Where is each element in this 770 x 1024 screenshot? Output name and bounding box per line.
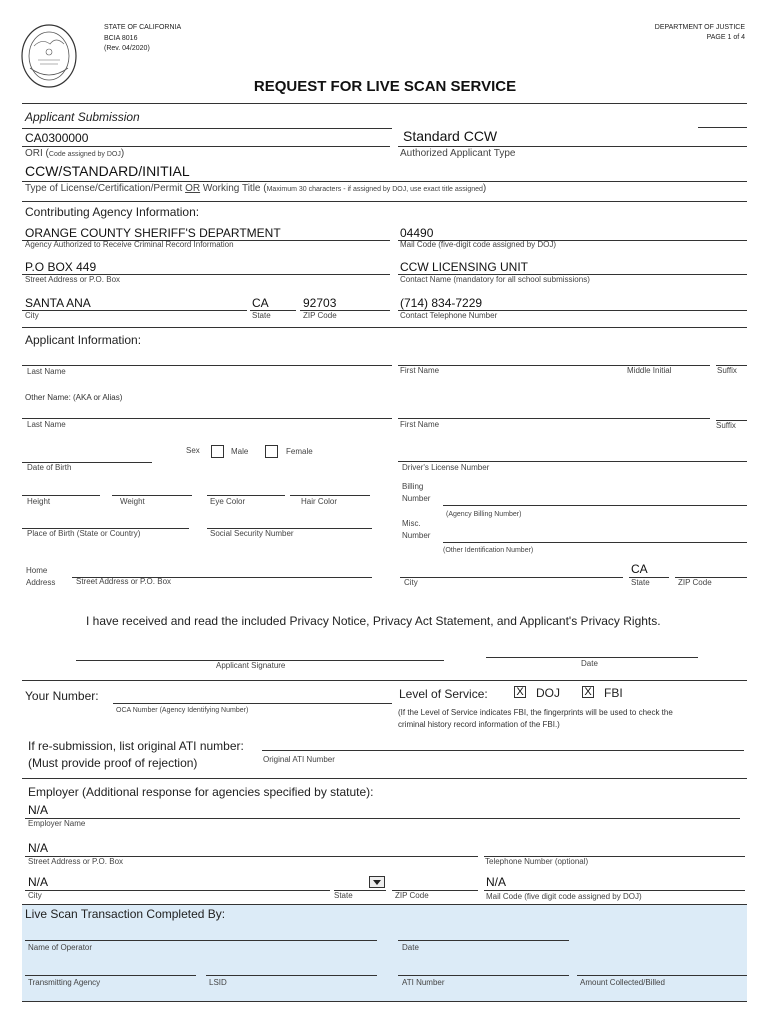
field-line xyxy=(486,657,698,658)
field-line xyxy=(22,495,100,496)
license-type-value[interactable]: CCW/STANDARD/INITIAL xyxy=(25,163,190,179)
employer-mail-code-label: Mail Code (five digit code assigned by DOJ) xyxy=(486,892,642,901)
contact-name-value[interactable]: CCW LICENSING UNIT xyxy=(400,260,529,274)
field-line xyxy=(25,940,377,941)
home-state-label: State xyxy=(631,578,650,587)
section-heading-applicant: Applicant Information: xyxy=(25,333,142,347)
pob-label: Place of Birth (State or Country) xyxy=(27,529,141,538)
field-line xyxy=(398,975,569,976)
city-label: City xyxy=(25,311,39,320)
home-state-value[interactable]: CA xyxy=(631,562,648,576)
field-line xyxy=(484,890,745,891)
field-line xyxy=(400,577,623,578)
field-line xyxy=(577,975,747,976)
fbi-checkbox[interactable]: X xyxy=(582,686,594,698)
lsid-label: LSID xyxy=(209,978,227,987)
first-name-label: First Name xyxy=(400,366,440,375)
field-line xyxy=(112,495,192,496)
contact-name-label: Contact Name (mandatory for all school submissions) xyxy=(400,275,590,284)
section-heading-employer: Employer (Additional response for agencies specified by statute): xyxy=(28,785,374,799)
live-scan-date-label: Date xyxy=(402,943,419,952)
employer-name-label: Employer Name xyxy=(28,819,86,828)
state-label: State xyxy=(252,311,271,320)
applicant-type-value[interactable]: Standard CCW xyxy=(403,128,498,144)
aka-suffix-label: Suffix xyxy=(716,421,736,430)
female-checkbox[interactable] xyxy=(265,445,278,458)
employer-city-value[interactable]: N/A xyxy=(28,875,49,889)
field-line xyxy=(22,310,247,311)
phone-label: Contact Telephone Number xyxy=(400,311,498,320)
home-label-1: Home xyxy=(26,566,48,575)
transmitting-agency-label: Transmitting Agency xyxy=(28,978,101,987)
aka-first-name-label: First Name xyxy=(400,420,440,429)
field-line xyxy=(398,461,747,462)
field-line xyxy=(443,542,747,543)
phone-value[interactable]: (714) 834-7229 xyxy=(400,296,483,310)
city-value[interactable]: SANTA ANA xyxy=(25,296,91,310)
home-label-2: Address xyxy=(26,578,56,587)
street-label: Street Address or P.O. Box xyxy=(25,275,121,284)
field-line xyxy=(25,975,196,976)
state-dropdown[interactable] xyxy=(369,876,385,888)
misc-label-1: Misc. xyxy=(402,519,421,528)
field-line xyxy=(22,418,392,419)
ori-label: ORI (Code assigned by DOJ) xyxy=(25,148,125,159)
section-heading-live-scan: Live Scan Transaction Completed By: xyxy=(25,907,226,921)
original-ati-label: Original ATI Number xyxy=(263,755,335,764)
divider xyxy=(22,1001,747,1002)
amount-label: Amount Collected/Billed xyxy=(580,978,665,987)
employer-phone-label: Telephone Number (optional) xyxy=(485,857,589,866)
section-heading-contributing: Contributing Agency Information: xyxy=(25,205,200,219)
home-street-label: Street Address or P.O. Box xyxy=(76,577,172,586)
field-line xyxy=(25,818,740,819)
mail-code-label: Mail Code (five-digit code assigned by DOJ) xyxy=(400,240,557,249)
doj-label: DOJ xyxy=(536,686,560,700)
employer-zip-label: ZIP Code xyxy=(395,891,429,900)
field-line xyxy=(25,890,330,891)
divider xyxy=(698,127,747,128)
agency-label: Agency Authorized to Receive Criminal Record Information xyxy=(25,240,234,249)
form-number: BCIA 8016 xyxy=(104,35,138,42)
your-number-label: Your Number: xyxy=(25,689,99,703)
form-title: REQUEST FOR LIVE SCAN SERVICE xyxy=(253,78,517,95)
home-zip-label: ZIP Code xyxy=(678,578,712,587)
divider xyxy=(22,778,747,779)
weight-label: Weight xyxy=(120,497,145,506)
oca-sub-label: OCA Number (Agency Identifying Number) xyxy=(116,707,249,714)
field-line xyxy=(22,181,747,182)
billing-sub-label: (Agency Billing Number) xyxy=(446,511,522,518)
employer-mail-code-value[interactable]: N/A xyxy=(486,875,507,889)
male-checkbox[interactable] xyxy=(211,445,224,458)
agency-value[interactable]: ORANGE COUNTY SHERIFF'S DEPARTMENT xyxy=(25,226,281,240)
fbi-note-line-1: (If the Level of Service indicates FBI, the fingerprints will be used to check the xyxy=(398,708,673,717)
drivers-license-label: Driver's License Number xyxy=(402,463,490,472)
field-line xyxy=(207,495,285,496)
divider xyxy=(22,327,747,328)
employer-state-label: State xyxy=(334,891,353,900)
field-line xyxy=(443,505,747,506)
ori-value[interactable]: CA0300000 xyxy=(25,131,89,145)
chevron-down-icon xyxy=(370,877,384,887)
zip-label: ZIP Code xyxy=(303,311,337,320)
hair-color-label: Hair Color xyxy=(301,497,338,506)
misc-sub-label: (Other Identification Number) xyxy=(443,547,534,554)
level-of-service-label: Level of Service: xyxy=(399,687,488,701)
sex-label: Sex xyxy=(186,446,200,455)
field-line xyxy=(113,703,392,704)
revision-date: (Rev. 04/2020) xyxy=(104,45,150,52)
page-number: PAGE 1 of 4 xyxy=(706,34,745,41)
divider xyxy=(22,103,747,104)
field-line xyxy=(398,418,710,419)
home-city-label: City xyxy=(404,578,418,587)
field-line xyxy=(398,146,747,147)
section-heading-submission: Applicant Submission xyxy=(25,110,140,124)
aka-last-name-label: Last Name xyxy=(27,420,66,429)
ati-number-label: ATI Number xyxy=(402,978,445,987)
license-type-label: Type of License/Certification/Permit OR Working Title (Maximum 30 characters - if assigned by DOJ, use exact title assigned) xyxy=(25,183,487,194)
zip-value[interactable]: 92703 xyxy=(303,296,337,310)
billing-label-1: Billing xyxy=(402,482,424,491)
employer-street-value[interactable]: N/A xyxy=(28,841,49,855)
resubmission-label: If re-submission, list original ATI number: xyxy=(28,739,244,753)
other-name-label: Other Name: (AKA or Alias) xyxy=(25,393,123,402)
divider xyxy=(22,680,747,681)
street-value[interactable]: P.O BOX 449 xyxy=(25,260,97,274)
misc-label-2: Number xyxy=(402,531,431,540)
field-line xyxy=(398,940,569,941)
middle-initial-label: Middle Initial xyxy=(627,366,672,375)
fbi-label: FBI xyxy=(604,686,623,700)
billing-label-2: Number xyxy=(402,494,431,503)
signature-label: Applicant Signature xyxy=(216,661,286,670)
suffix-label: Suffix xyxy=(717,366,737,375)
height-label: Height xyxy=(27,497,51,506)
divider xyxy=(22,201,747,202)
resubmission-note: (Must provide proof of rejection) xyxy=(28,756,198,770)
field-line xyxy=(22,146,390,147)
employer-name-value[interactable]: N/A xyxy=(28,803,49,817)
eye-color-label: Eye Color xyxy=(210,497,246,506)
department-label: DEPARTMENT OF JUSTICE xyxy=(654,24,745,31)
dob-label: Date of Birth xyxy=(27,463,72,472)
mail-code-value[interactable]: 04490 xyxy=(400,226,434,240)
field-line xyxy=(206,975,377,976)
field-line xyxy=(262,750,744,751)
last-name-label: Last Name xyxy=(27,367,66,376)
employer-city-label: City xyxy=(28,891,42,900)
doj-checkbox[interactable]: X xyxy=(514,686,526,698)
privacy-statement: I have received and read the included Privacy Notice, Privacy Act Statement, and Applicant's Privacy Rights. xyxy=(86,614,661,628)
employer-street-label: Street Address or P.O. Box xyxy=(28,857,124,866)
operator-label: Name of Operator xyxy=(28,943,93,952)
state-label: STATE OF CALIFORNIA xyxy=(104,24,182,31)
field-line xyxy=(290,495,370,496)
signature-date-label: Date xyxy=(581,659,598,668)
fbi-note-line-2: criminal history record information of the FBI.) xyxy=(398,720,560,729)
male-label: Male xyxy=(231,447,249,456)
ssn-label: Social Security Number xyxy=(210,529,294,538)
female-label: Female xyxy=(286,447,313,456)
state-value[interactable]: CA xyxy=(252,296,269,310)
applicant-type-label: Authorized Applicant Type xyxy=(400,148,516,159)
field-line xyxy=(22,365,392,366)
divider xyxy=(22,128,392,129)
